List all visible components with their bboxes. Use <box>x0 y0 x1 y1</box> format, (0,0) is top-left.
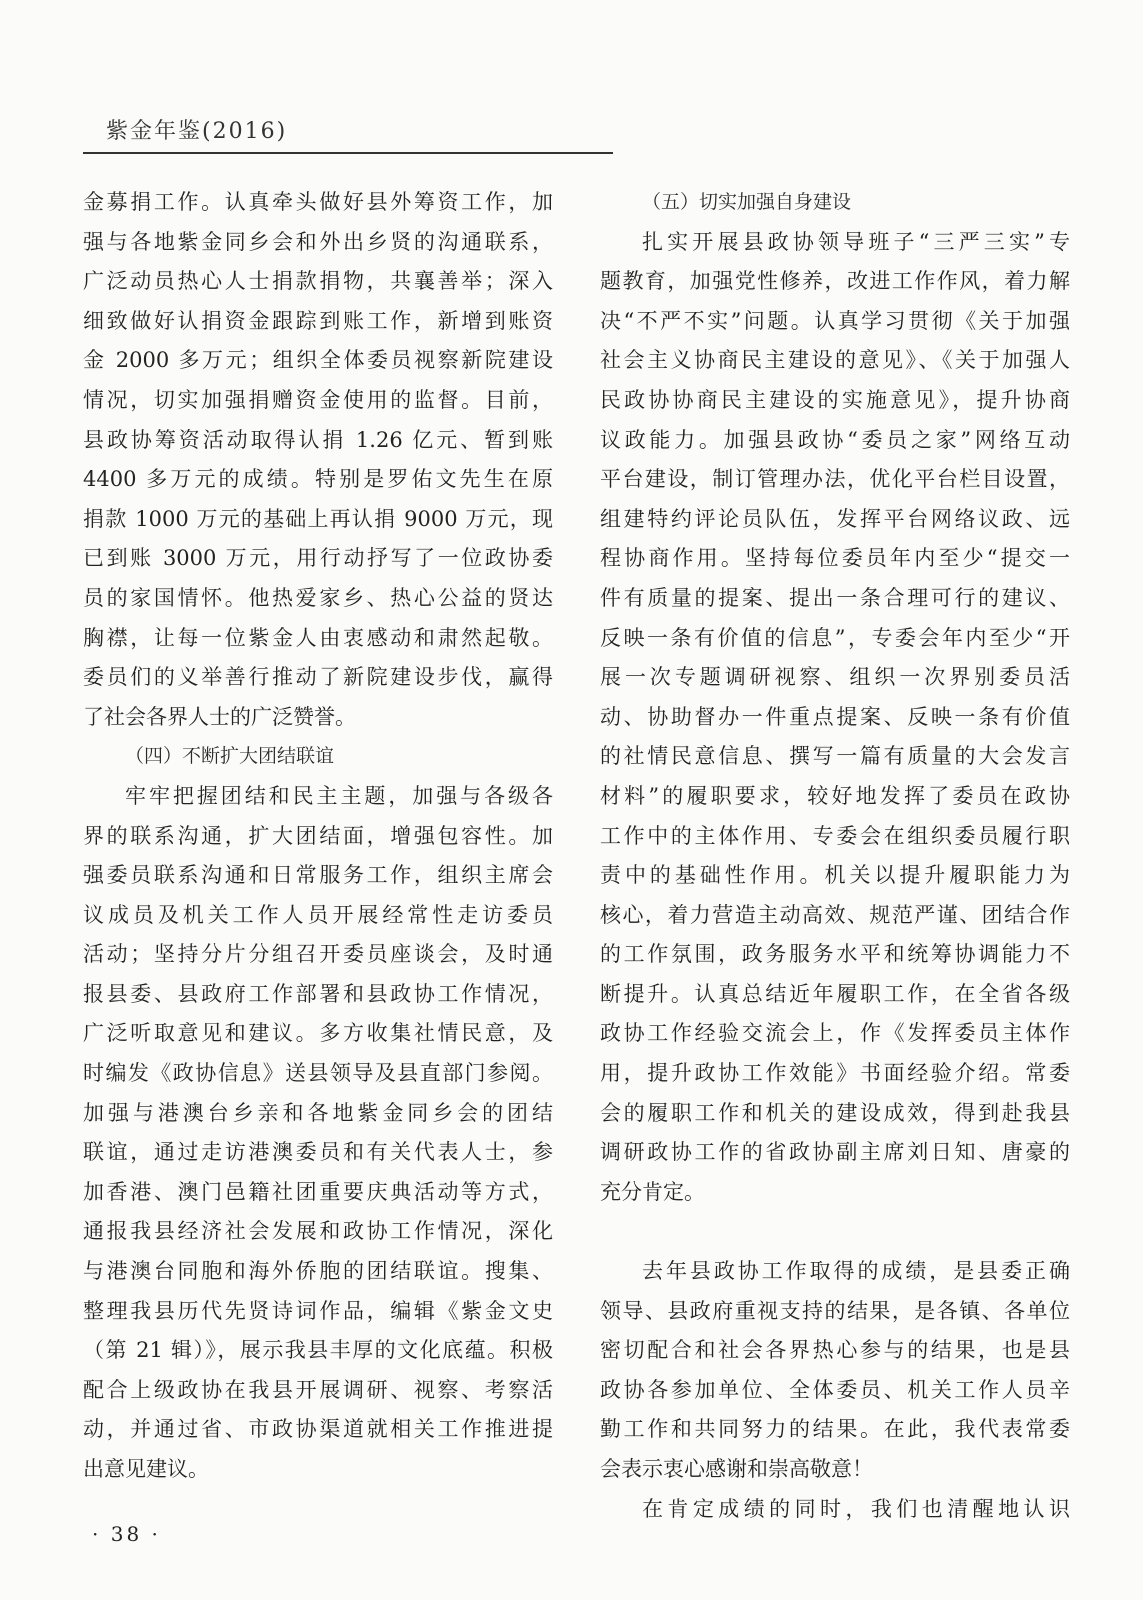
text-line: 细致做好认捐资金跟踪到账工作，新增到账资 <box>83 308 553 333</box>
text-line: 政协工作经验交流会上，作《发挥委员主体作 <box>600 1021 1070 1046</box>
text-line: 在肯定成绩的同时，我们也清醒地认识 <box>642 1496 1070 1521</box>
text-line: （第 21 辑）》，展示我县丰厚的文化底蕴。积极 <box>83 1338 553 1363</box>
page-number: · 38 · <box>92 1522 161 1546</box>
text-line: 平台建设，制订管理办法，优化平台栏目设置， <box>600 467 1070 492</box>
text-line: 的工作氛围，政务服务水平和统筹协调能力不 <box>600 942 1070 967</box>
text-line: 去年县政协工作取得的成绩，是县委正确 <box>642 1259 1070 1284</box>
right-column <box>600 183 1070 1529</box>
text-line: 材料”的履职要求，较好地发挥了委员在政协 <box>600 783 1070 808</box>
text-line: 出意见建议。 <box>83 1457 209 1481</box>
text-line: 金 2000 多万元；组织全体委员视察新院建设 <box>83 348 553 373</box>
text-line: 强委员联系沟通和日常服务工作，组织主席会 <box>83 863 553 888</box>
text-line: 社会主义协商民主建设的意见》、《关于加强人 <box>600 348 1070 373</box>
text-line: 了社会各界人士的广泛赞誉。 <box>83 704 356 729</box>
text-line: 展一次专题调研视察、组织一次界别委员活 <box>600 665 1070 690</box>
text-line: 已到账 3000 万元，用行动抒写了一位政协委 <box>83 546 553 571</box>
text-line: 配合上级政协在我县开展调研、视察、考察活 <box>83 1377 553 1402</box>
running-header: 紫金年鉴(2016) <box>106 119 288 144</box>
text-line: 整理我县历代先贤诗词作品，编辑《紫金文史 <box>83 1298 553 1323</box>
text-line: 报县委、县政府工作部署和县政协工作情况， <box>83 981 553 1006</box>
left-column <box>83 183 553 1490</box>
text-line: 断提升。认真总结近年履职工作，在全省各级 <box>600 981 1070 1006</box>
text-line: 政协各参加单位、全体委员、机关工作人员辛 <box>600 1377 1070 1402</box>
text-line: 责中的基础性作用。机关以提升履职能力为 <box>600 863 1070 888</box>
text-line: 委员们的义举善行推动了新院建设步伐，赢得 <box>83 665 553 690</box>
text-line: 会表示衷心感谢和崇高敬意！ <box>600 1457 873 1481</box>
text-line: 件有质量的提案、提出一条合理可行的建议、 <box>600 585 1070 610</box>
text-line: 会的履职工作和机关的建设成效，得到赴我县 <box>600 1100 1070 1125</box>
text-line: 员的家国情怀。他热爱家乡、热心公益的贤达 <box>83 585 553 610</box>
text-line: 题教育，加强党性修养，改进工作作风，着力解 <box>600 269 1070 294</box>
section-heading: （五）切实加强自身建设 <box>642 191 852 213</box>
text-line: 活动；坚持分片分组召开委员座谈会，及时通 <box>83 942 553 967</box>
text-line: 联谊，通过走访港澳委员和有关代表人士，参 <box>83 1140 553 1165</box>
text-line: 加强与港澳台乡亲和各地紫金同乡会的团结 <box>83 1100 553 1125</box>
text-line: 4400 多万元的成绩。特别是罗佑文先生在原 <box>83 467 553 492</box>
text-line: 调研政协工作的省政协副主席刘日知、唐豪的 <box>600 1140 1070 1165</box>
text-line: 时编发《政协信息》送县领导及县直部门参阅。 <box>83 1061 553 1086</box>
text-line: 领导、县政府重视支持的结果，是各镇、各单位 <box>600 1298 1070 1323</box>
text-line: 核心，着力营造主动高效、规范严谨、团结合作 <box>600 902 1070 927</box>
text-line: 强与各地紫金同乡会和外出乡贤的沟通联系， <box>83 229 553 254</box>
text-line: 广泛动员热心人士捐款捐物，共襄善举；深入 <box>83 269 553 294</box>
text-line: 议政能力。加强县政协“委员之家”网络互动 <box>600 427 1070 452</box>
text-line: 通报我县经济社会发展和政协工作情况，深化 <box>83 1219 553 1244</box>
text-line: 胸襟，让每一位紫金人由衷感动和肃然起敬。 <box>83 625 553 650</box>
text-line: 捐款 1000 万元的基础上再认捐 9000 万元，现 <box>83 506 553 531</box>
text-line: 决“不严不实”问题。认真学习贯彻《关于加强 <box>600 308 1070 333</box>
text-line: 与港澳台同胞和海外侨胞的团结联谊。搜集、 <box>83 1259 553 1284</box>
text-line: 程协商作用。坚持每位委员年内至少“提交一 <box>600 546 1070 571</box>
text-line: 扎实开展县政协领导班子“三严三实”专 <box>642 229 1070 254</box>
text-line: 的社情民意信息、撰写一篇有质量的大会发言 <box>600 744 1070 769</box>
text-line: 用，提升政协工作效能》书面经验介绍。常委 <box>600 1061 1070 1086</box>
text-line: 充分肯定。 <box>600 1179 705 1204</box>
text-line: 工作中的主体作用、专委会在组织委员履行职 <box>600 823 1070 848</box>
paragraph-gap <box>600 1212 1070 1252</box>
text-line: 县政协筹资活动取得认捐 1.26 亿元、暂到账 <box>83 427 553 452</box>
text-line: 金募捐工作。认真牵头做好县外筹资工作，加 <box>83 190 553 214</box>
text-line: 议成员及机关工作人员开展经常性走访委员 <box>83 902 553 927</box>
text-line: 反映一条有价值的信息”，专委会年内至少“开 <box>600 625 1070 650</box>
text-line: 牢牢把握团结和民主主题，加强与各级各 <box>125 783 553 808</box>
text-line: 组建特约评论员队伍，发挥平台网络议政、远 <box>600 506 1070 531</box>
text-line: 密切配合和社会各界热心参与的结果，也是县 <box>600 1338 1070 1363</box>
text-line: 界的联系沟通，扩大团结面，增强包容性。加 <box>83 823 553 848</box>
text-line: 动，并通过省、市政协渠道就相关工作推进提 <box>83 1417 553 1442</box>
text-line: 民政协协商民主建设的实施意见》，提升协商 <box>600 387 1070 412</box>
text-line: 动、协助督办一件重点提案、反映一条有价值 <box>600 704 1070 729</box>
text-line: 情况，切实加强捐赠资金使用的监督。目前， <box>83 387 553 412</box>
text-line: 广泛听取意见和建议。多方收集社情民意，及 <box>83 1021 553 1046</box>
section-heading: （四）不断扩大团结联谊 <box>125 745 335 768</box>
text-line: 勤工作和共同努力的结果。在此，我代表常委 <box>600 1417 1070 1442</box>
text-line: 加香港、澳门邑籍社团重要庆典活动等方式， <box>83 1179 553 1204</box>
header-rule <box>83 152 613 154</box>
